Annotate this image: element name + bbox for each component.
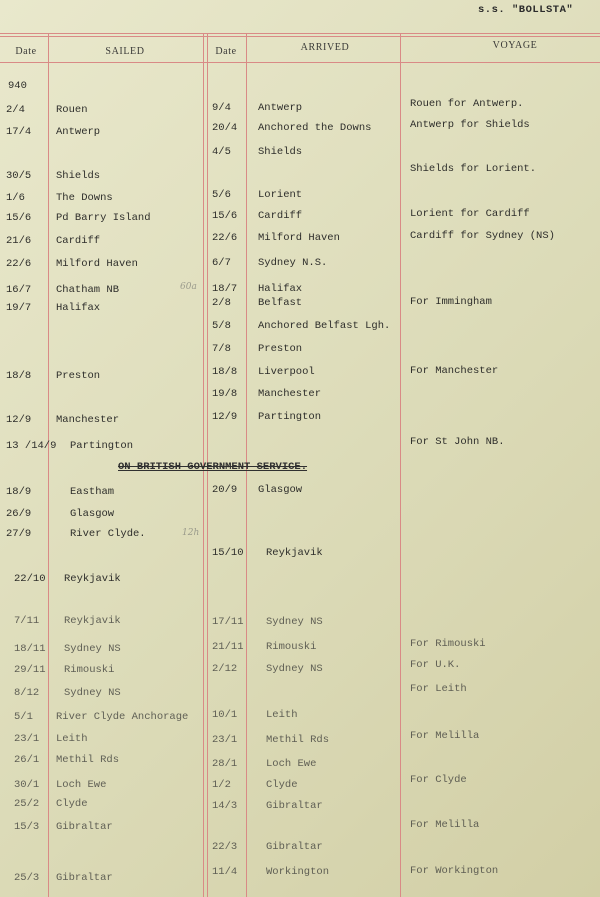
sailed-port: Pd Barry Island: [56, 212, 151, 224]
pencil-note-halifax: 60a: [180, 282, 197, 292]
header-sailed: SAILED: [105, 46, 145, 57]
voyage-note: For Clyde: [410, 774, 467, 786]
arrived-date: 2/8: [212, 297, 231, 309]
voyage-note: Antwerp for Shields: [410, 119, 530, 131]
sailed-port: Eastham: [70, 486, 115, 498]
arrived-date: 10/1: [212, 709, 238, 721]
sailed-date: 16/7: [6, 284, 32, 296]
sailed-date: 30/5: [6, 170, 32, 182]
sailed-date: 22/6: [6, 258, 32, 270]
arrived-date: 12/9: [212, 411, 238, 423]
sailed-date: 7/11: [14, 615, 40, 627]
arrived-date: 18/8: [212, 366, 238, 378]
arrived-port: Antwerp: [258, 102, 303, 114]
header-bottom-rule: [0, 62, 600, 63]
sailed-date: 18/8: [6, 370, 32, 382]
arrived-port: Manchester: [258, 388, 322, 400]
sailed-date: 15/6: [6, 212, 32, 224]
sailed-port: Rouen: [56, 104, 88, 116]
voyage-note: Lorient for Cardiff: [410, 208, 530, 220]
header-date-sailed: Date: [15, 46, 37, 57]
voyage-note: For Immingham: [410, 296, 492, 308]
sailed-date: 22/10: [14, 573, 46, 585]
arrived-port: Milford Haven: [258, 232, 340, 244]
sailed-date: 25/2: [14, 798, 40, 810]
sailed-port: Leith: [56, 733, 88, 745]
arrived-port: Anchored Belfast Lgh.: [258, 320, 391, 332]
voyage-note: For Manchester: [410, 365, 499, 377]
top-rule: [0, 33, 600, 34]
arrived-date: 20/4: [212, 122, 238, 134]
arrived-date: 19/8: [212, 388, 238, 400]
sailed-date: 30/1: [14, 779, 40, 791]
sailed-date: 27/9: [6, 528, 32, 540]
ship-name: s.s. "BOLLSTA": [478, 4, 574, 16]
voyage-note: Shields for Lorient.: [410, 163, 537, 175]
voyage-note: For U.K.: [410, 659, 461, 671]
sailed-port: Shields: [56, 170, 101, 182]
arrived-port: Leith: [266, 709, 298, 721]
arrived-port: Loch Ewe: [266, 758, 317, 770]
arrived-port: Sydney NS: [266, 616, 323, 628]
voyage-note: Rouen for Antwerp.: [410, 98, 524, 110]
sailed-port: Rimouski: [64, 664, 115, 676]
sailed-port: Antwerp: [56, 126, 101, 138]
sailed-date: 8/12: [14, 687, 40, 699]
sailed-date: 12/9: [6, 414, 32, 426]
arrived-date: 15/10: [212, 547, 244, 559]
sailed-date: 13 /14/9: [6, 440, 57, 452]
voyage-note: For Leith: [410, 683, 467, 695]
arrived-date: 20/9: [212, 484, 238, 496]
arrived-port: Methil Rds: [266, 734, 330, 746]
sailed-port: Preston: [56, 370, 101, 382]
voyage-note: For Workington: [410, 865, 499, 877]
header-rule: [0, 36, 600, 37]
sailed-date: 18/9: [6, 486, 32, 498]
col-divider-1: [48, 33, 49, 897]
sailed-date: 26/9: [6, 508, 32, 520]
header-voyage: VOYAGE: [492, 40, 538, 51]
voyage-note: For Melilla: [410, 730, 480, 742]
arrived-port: Belfast: [258, 297, 303, 309]
arrived-date: 28/1: [212, 758, 238, 770]
arrived-port: Sydney NS: [266, 663, 323, 675]
arrived-port: Shields: [258, 146, 303, 158]
arrived-date: 23/1: [212, 734, 238, 746]
sailed-date: 25/3: [14, 872, 40, 884]
sailed-port: Gibraltar: [56, 821, 113, 833]
arrived-date: 6/7: [212, 257, 231, 269]
arrived-date: 14/3: [212, 800, 238, 812]
voyage-note: For Melilla: [410, 819, 480, 831]
sailed-date: 5/1: [14, 711, 33, 723]
sailed-date: 19/7: [6, 302, 32, 314]
year-label: 940: [8, 80, 27, 92]
pencil-note-clyde: 12h: [182, 528, 200, 538]
sailed-port: Methil Rds: [56, 754, 120, 766]
sailed-port: River Clyde.: [70, 528, 146, 540]
arrived-date: 5/8: [212, 320, 231, 332]
arrived-date: 1/2: [212, 779, 231, 791]
arrived-port: Glasgow: [258, 484, 303, 496]
sailed-port: Milford Haven: [56, 258, 138, 270]
col-divider-5: [400, 33, 401, 897]
sailed-port: Cardiff: [56, 235, 101, 247]
sailed-date: 26/1: [14, 754, 40, 766]
sailed-date: 1/6: [6, 192, 25, 204]
sailed-port: River Clyde Anchorage: [56, 711, 189, 723]
arrived-port: Cardiff: [258, 210, 303, 222]
sailed-port: Gibraltar: [56, 872, 113, 884]
header-date-arrived: Date: [215, 46, 237, 57]
arrived-date: 22/3: [212, 841, 238, 853]
arrived-date: 5/6: [212, 189, 231, 201]
sailed-date: 21/6: [6, 235, 32, 247]
arrived-port: Gibraltar: [266, 800, 323, 812]
arrived-date: 22/6: [212, 232, 238, 244]
voyage-note: For St John NB.: [410, 436, 505, 448]
arrived-date: 15/6: [212, 210, 238, 222]
sailed-port: Manchester: [56, 414, 120, 426]
arrived-date: 18/7: [212, 283, 238, 295]
sailed-date: 15/3: [14, 821, 40, 833]
sailed-date: 23/1: [14, 733, 40, 745]
arrived-date: 4/5: [212, 146, 231, 158]
sailed-port: The Downs: [56, 192, 113, 204]
arrived-date: 11/4: [212, 866, 238, 878]
arrived-date: 2/12: [212, 663, 238, 675]
sailed-date: 18/11: [14, 643, 46, 655]
sailed-port: Chatham NB: [56, 284, 120, 296]
sailed-date: 17/4: [6, 126, 32, 138]
arrived-date: 17/11: [212, 616, 244, 628]
arrived-port: Liverpool: [258, 366, 315, 378]
sailed-port: Loch Ewe: [56, 779, 107, 791]
arrived-port: Clyde: [266, 779, 298, 791]
sailed-date: 29/11: [14, 664, 46, 676]
arrived-port: Gibraltar: [266, 841, 323, 853]
arrived-date: 9/4: [212, 102, 231, 114]
sailed-port: Sydney NS: [64, 643, 121, 655]
arrived-port: Partington: [258, 411, 322, 423]
voyage-note: For Rimouski: [410, 638, 486, 650]
arrived-port: Lorient: [258, 189, 303, 201]
arrived-port: Workington: [266, 866, 330, 878]
sailed-port: Reykjavik: [64, 573, 121, 585]
arrived-date: 21/11: [212, 641, 244, 653]
sailed-date: 2/4: [6, 104, 25, 116]
sailed-port: Sydney NS: [64, 687, 121, 699]
arrived-port: Rimouski: [266, 641, 317, 653]
sailed-port: Partington: [70, 440, 134, 452]
arrived-port: Sydney N.S.: [258, 257, 328, 269]
section-note: ON BRITISH GOVERNMENT SERVICE.: [118, 461, 308, 473]
sailed-port: Clyde: [56, 798, 88, 810]
arrived-port: Reykjavik: [266, 547, 323, 559]
arrived-port: Halifax: [258, 283, 303, 295]
arrived-date: 7/8: [212, 343, 231, 355]
sailed-port: Glasgow: [70, 508, 115, 520]
sailed-port: Halifax: [56, 302, 101, 314]
arrived-port: Preston: [258, 343, 303, 355]
header-arrived: ARRIVED: [300, 42, 350, 53]
arrived-port: Anchored the Downs: [258, 122, 372, 134]
sailed-port: Reykjavik: [64, 615, 121, 627]
voyage-note: Cardiff for Sydney (NS): [410, 230, 555, 242]
